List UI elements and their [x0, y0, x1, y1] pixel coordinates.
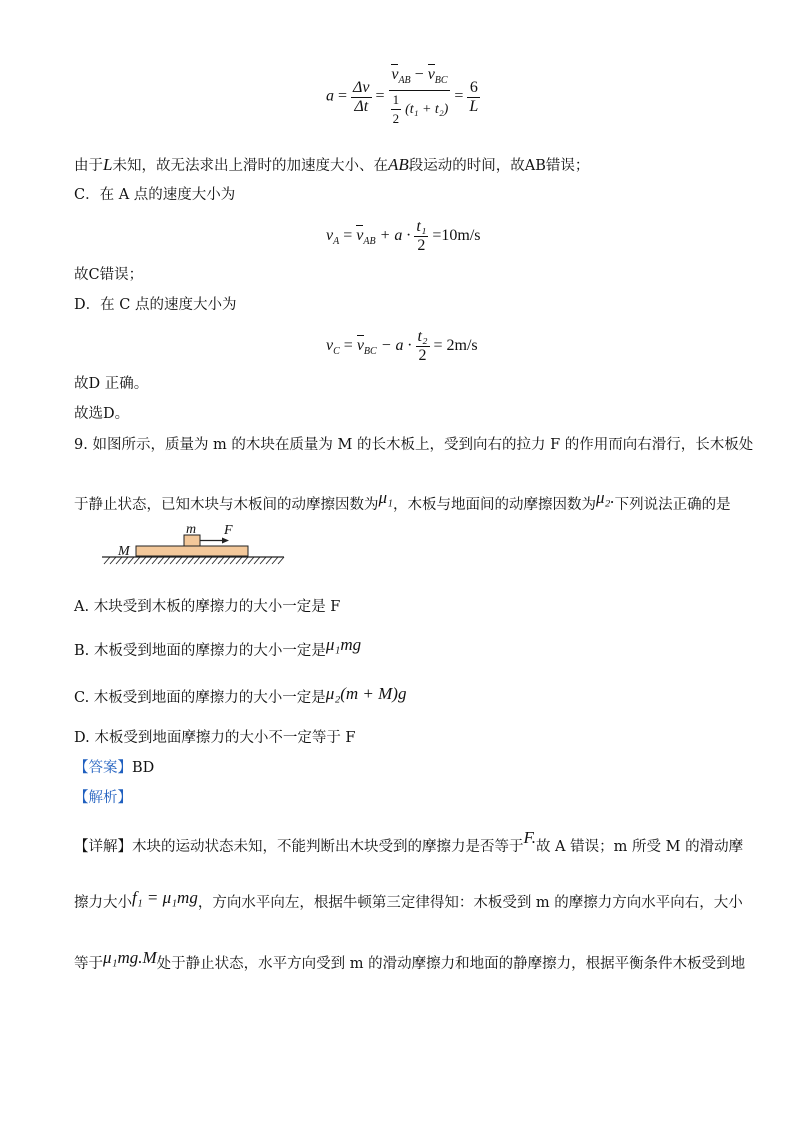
- detail-line-2: 擦力大小f₁ = μ₁mg，方向水平向左，根据牛顿第三定律得知：木板受到 m 的摩擦力方向水平向右，大小: [74, 888, 743, 911]
- detail-line-3: 等于μ₁mg.M处于静止状态，水平方向受到 m 的滑动摩擦力和地面的静摩擦力，根据平衡条件木板受到地: [74, 948, 746, 972]
- answer-line: [74, 758, 154, 778]
- equation-vc: $v_C = v_{BC} - a$ · $\frac{\text{t₂}}{2}$ = 2m/s: [326, 328, 478, 364]
- ground-hatching: [104, 557, 284, 564]
- eq1-frac-delta: $\frac{\Delta v}{\Delta t}$: [353, 78, 370, 115]
- option-d: D. 木板受到地面摩擦力的大小不一定等于 F: [74, 730, 356, 746]
- label-M: M: [118, 544, 130, 559]
- block-on-board-figure: [96, 522, 296, 566]
- conclusion-d: 故D 正确。: [74, 376, 149, 392]
- answer-tag: 【答案】: [74, 760, 132, 776]
- question-9-line-2: 于静止状态，已知木块与木板间的动摩擦因数为μ₁，木板与地面间的动摩擦因数为μ₂.下列说法正确的是: [74, 488, 731, 513]
- eq1-lhs: a: [326, 87, 334, 105]
- item-c: C．在 A 点的速度大小为: [74, 187, 236, 203]
- equation-va: $v_A = v_{AB} + a$ · $\frac{\text{t₁}}{2}$ =10m/s: [326, 218, 481, 254]
- analysis-line: [74, 788, 132, 808]
- conclusion-c: 故C错误；: [74, 267, 144, 283]
- option-a: A. 木块受到木板的摩擦力的大小一定是 F: [74, 599, 341, 615]
- option-c: C. 木板受到地面的摩擦力的大小一定是μ₂(m + M)g: [74, 684, 407, 706]
- equation-acceleration: a = $\frac{\Delta v}{\Delta t}$ = $v_{AB} - v_{BC}$ $\frac{1}{2}$ (t₁ + t₂) = $\frac{6}{L}$: [326, 66, 479, 126]
- eq1-frac-result: $\frac{6}{L}$: [469, 78, 479, 115]
- item-d: D．在 C 点的速度大小为: [74, 297, 237, 313]
- label-F: F: [224, 523, 233, 538]
- paragraph-l-unknown: 由于L未知，故无法求出上滑时的加速度大小、在AB段运动的时间，故AB错误；: [74, 155, 590, 174]
- detail-line-1: 【详解】木块的运动状态未知，不能判断出木块受到的摩擦力是否等于F.故 A 错误；m 所受 M 的滑动摩: [74, 828, 744, 855]
- board-M: [136, 546, 248, 556]
- option-b: B. 木板受到地面的摩擦力的大小一定是μ₁mg: [74, 635, 362, 659]
- final-choice: 故选D。: [74, 406, 130, 422]
- label-m: m: [186, 522, 197, 537]
- analysis-tag: 【解析】: [74, 790, 132, 806]
- question-9-line-1: 9. 如图所示，质量为 m 的木块在质量为 M 的长木板上，受到向右的拉力 F 的作用而向右滑行，长木板处: [74, 437, 754, 453]
- eq1-frac-velocity: $v_{AB} - v_{BC}$ $\frac{1}{2}$ (t₁ + t₂): [389, 66, 451, 128]
- answer-value: BD: [132, 760, 155, 776]
- force-arrowhead: [222, 538, 229, 544]
